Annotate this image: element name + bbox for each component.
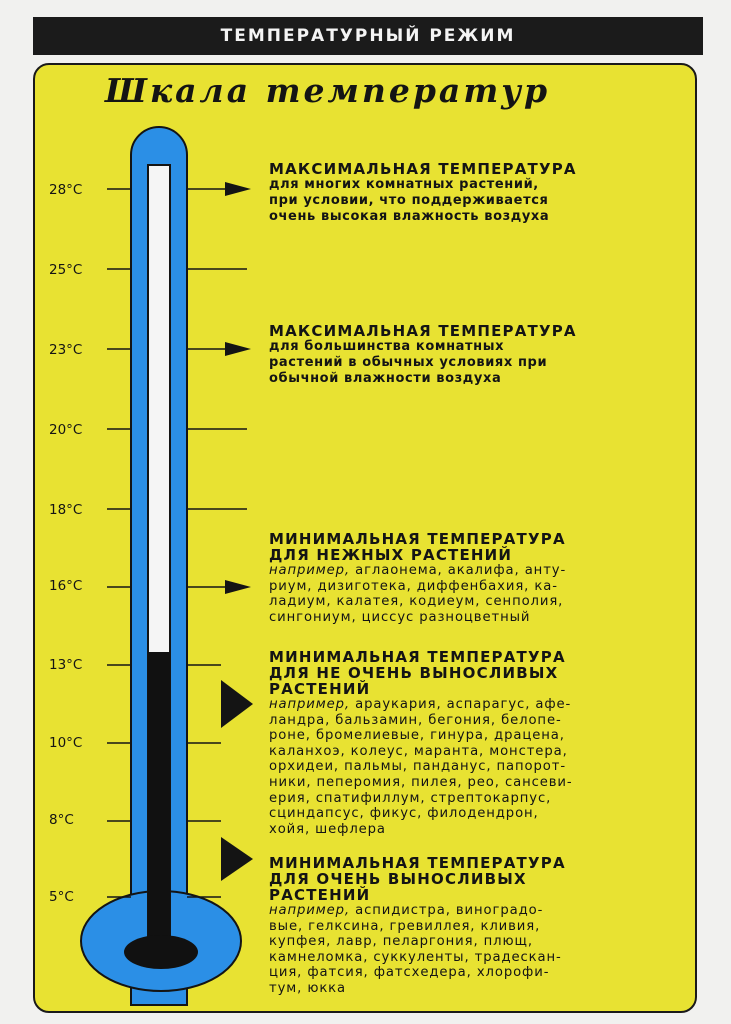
block-heading: МИНИМАЛЬНАЯ ТЕМПЕРАТУРА: [269, 530, 566, 548]
example-line: купфея, лавр, пеларгония, плющ,: [269, 934, 533, 950]
tick-label-20: 20°C: [49, 422, 83, 438]
example-line: ладиум, калатея, кодиеум, сенполия,: [269, 594, 564, 610]
mercury-column: [148, 652, 170, 955]
block-heading: МИНИМАЛЬНАЯ ТЕМПЕРАТУРА: [269, 648, 566, 666]
example-line: сциндапсус, фикус, филодендрон,: [269, 806, 539, 822]
example-text: араукария, аспарагус, афе-: [350, 697, 572, 712]
example-line: риум, дизиготека, диффенбахия, ка-: [269, 578, 558, 594]
page-title: ТЕМПЕРАТУРНЫЙ РЕЖИМ: [220, 26, 516, 46]
desc-line: для многих комнатных растений,: [269, 177, 539, 192]
min-temp-semi-hardy-plants: [269, 649, 685, 837]
bracket-arrow-8-5: [221, 837, 253, 881]
tick-label-10: 10°C: [49, 735, 83, 751]
tick-label-13: 13°C: [49, 657, 83, 673]
mercury-bulb: [124, 935, 198, 969]
header-bar: [33, 17, 703, 55]
desc-line: обычной влажности воздуха: [269, 371, 502, 386]
desc-line: очень высокая влажность воздуха: [269, 209, 550, 224]
example-line: роне, бромелиевые, гинура, драцена,: [269, 728, 565, 744]
block-heading: МАКСИМАЛЬНАЯ ТЕМПЕРАТУРА: [269, 160, 577, 178]
example-line: [269, 563, 685, 579]
tick-label-16: 16°C: [49, 578, 83, 594]
block-heading: ДЛЯ ОЧЕНЬ ВЫНОСЛИВЫХ: [269, 870, 527, 888]
tick-label-23: 23°C: [49, 342, 83, 358]
block-heading: РАСТЕНИЙ: [269, 886, 371, 904]
tick-label-5: 5°C: [49, 889, 74, 905]
example-line: сингониум, циссус разноцветный: [269, 609, 531, 625]
example-line: ерия, спатифиллум, стрептокарпус,: [269, 790, 552, 806]
example-text: аглаонема, акалифа, анту-: [350, 563, 567, 578]
temperature-panel: [33, 63, 697, 1013]
arrows: [221, 182, 253, 881]
min-temp-tender-plants: [269, 531, 685, 625]
example-line: ция, фатсия, фатсхедера, хлорофи-: [269, 965, 550, 981]
bracket-arrow-13-10: [221, 680, 253, 728]
tick-label-25: 25°C: [49, 262, 83, 278]
block-heading: ДЛЯ НЕЖНЫХ РАСТЕНИЙ: [269, 546, 513, 564]
example-text: аспидистра, виноградо-: [350, 903, 544, 918]
example-label: например,: [269, 697, 350, 712]
example-line: [269, 697, 685, 713]
example-line: ники, пеперомия, пилея, рео, сансеви-: [269, 774, 573, 790]
example-label: например,: [269, 563, 350, 578]
tick-label-28: 28°C: [49, 182, 83, 198]
desc-line: растений в обычных условиях при: [269, 355, 548, 370]
example-line: ландра, бальзамин, бегония, белопе-: [269, 712, 562, 728]
desc-line: для большинства комнатных: [269, 339, 505, 354]
example-line: вые, гелксина, гревиллея, кливия,: [269, 918, 541, 934]
min-temp-hardy-plants: [269, 855, 685, 997]
example-label: например,: [269, 903, 350, 918]
example-line: каланхоэ, колеус, маранта, монстера,: [269, 743, 568, 759]
arrow-23: [225, 342, 251, 356]
example-line: хойя, шефлера: [269, 821, 386, 837]
block-heading: МАКСИМАЛЬНАЯ ТЕМПЕРАТУРА: [269, 322, 577, 340]
panel-title: Шкала температур: [105, 71, 551, 110]
max-temp-many-plants: [269, 161, 685, 225]
desc-line: при условии, что поддерживается: [269, 193, 549, 208]
example-line: камнеломка, суккуленты, традескан-: [269, 949, 562, 965]
example-line: орхидеи, пальмы, панданус, папорот-: [269, 759, 567, 775]
arrow-28: [225, 182, 251, 196]
arrow-16: [225, 580, 251, 594]
tick-label-8: 8°C: [49, 812, 74, 828]
max-temp-most-plants: [269, 323, 685, 387]
block-heading: МИНИМАЛЬНАЯ ТЕМПЕРАТУРА: [269, 854, 566, 872]
example-line: тум, юкка: [269, 980, 347, 996]
block-heading: ДЛЯ НЕ ОЧЕНЬ ВЫНОСЛИВЫХ: [269, 664, 559, 682]
example-line: [269, 903, 685, 919]
tick-label-18: 18°C: [49, 502, 83, 518]
block-heading: РАСТЕНИЙ: [269, 680, 371, 698]
